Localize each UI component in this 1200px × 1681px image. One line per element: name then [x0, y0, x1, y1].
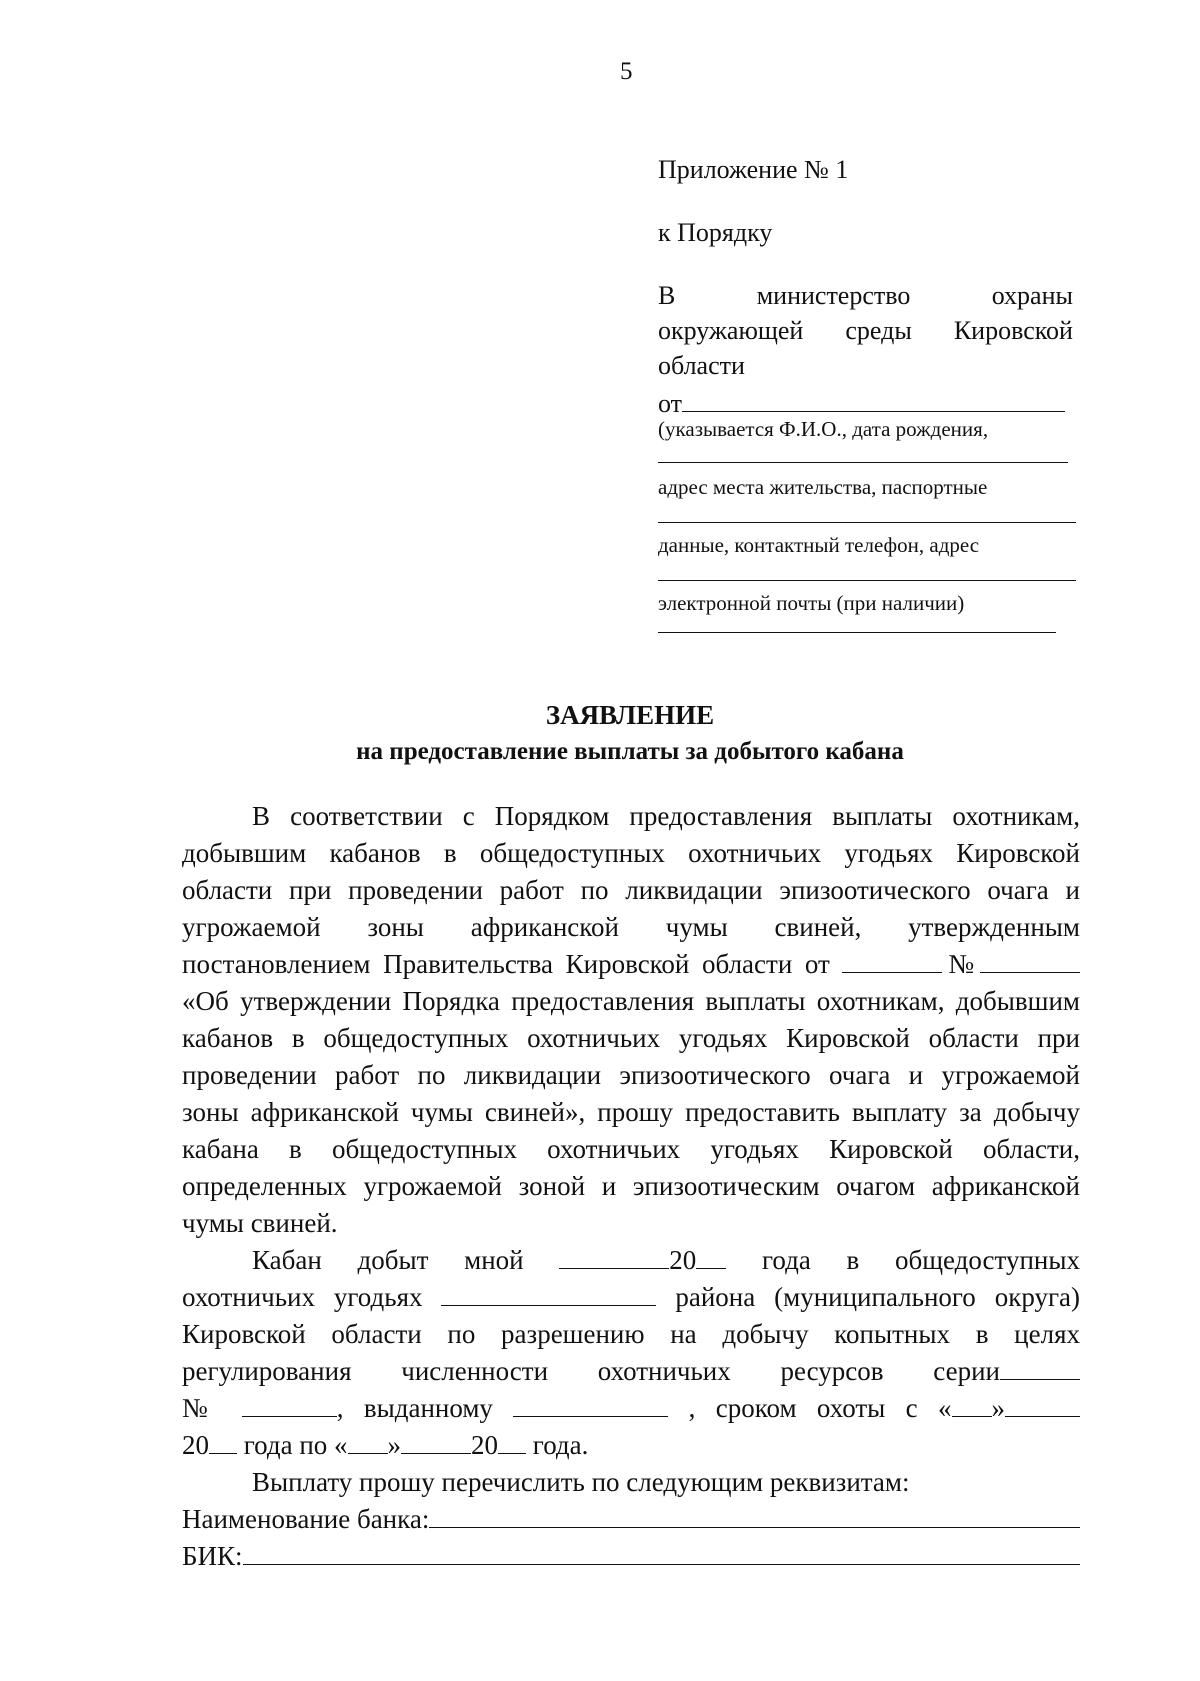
payment-request-line: Выплату прошу перечислить по следующим реквизитам:	[252, 1467, 910, 1497]
decree-line	[182, 946, 1080, 983]
permit-number-blank[interactable]	[242, 1394, 337, 1417]
paragraph-line: зоны африканской чумы свиней», прошу предоставить выплату за добычу	[182, 1097, 1080, 1127]
text: , сроком охоты с «	[688, 1393, 952, 1423]
blank-line[interactable]	[658, 580, 1076, 581]
decree-number-blank[interactable]	[980, 950, 1080, 973]
paragraph-line: области при проведении работ по ликвидации эпизоотического очага и	[182, 875, 1080, 905]
addressee-word: Кировской	[953, 316, 1073, 345]
text: »	[991, 1393, 1006, 1423]
hunt-date-line	[182, 1242, 1080, 1279]
hunting-grounds-blank[interactable]	[441, 1283, 656, 1306]
addressee-block	[658, 278, 1073, 421]
addressee-word: охраны	[991, 281, 1073, 310]
appendix-number: Приложение № 1	[658, 155, 849, 184]
hunt-date-blank[interactable]	[559, 1246, 669, 1269]
document-subtitle: на предоставление выплаты за добытого кабана	[356, 738, 904, 765]
paragraph-line: определенных угрожаемой зоной и эпизоотическим очагом африканской	[182, 1171, 1080, 1201]
text: »	[387, 1430, 402, 1460]
permit-series-line	[182, 1353, 1080, 1390]
permit-number-line	[182, 1390, 1080, 1427]
paragraph-last-line: чумы свиней.	[182, 1208, 338, 1238]
number-sign: №	[942, 949, 981, 979]
issued-by-blank[interactable]	[513, 1394, 668, 1417]
period-end-day-blank[interactable]	[348, 1431, 388, 1454]
hint-line-2: адрес места жительства, паспортные	[658, 475, 988, 499]
text: регулирования численности охотничьих ресурсов серии	[182, 1356, 1000, 1386]
paragraph-line: проведении работ по ликвидации эпизоотического очага и угрожаемой	[182, 1060, 1080, 1090]
addressee-word: В	[658, 281, 676, 310]
text: Кабан добыт мной	[252, 1245, 524, 1275]
hunt-year-blank[interactable]	[696, 1246, 726, 1269]
text: , выданному	[336, 1393, 493, 1423]
paragraph-line: кабана в общедоступных охотничьих угодьях Кировской области,	[182, 1134, 1080, 1164]
permit-series-blank[interactable]	[1000, 1357, 1080, 1380]
bank-name-field[interactable]	[182, 1501, 1080, 1538]
paragraph-line: В соответствии с Порядком предоставления выплаты охотникам,	[252, 801, 1080, 831]
page-number: 5	[620, 58, 633, 85]
document-body	[182, 798, 1080, 1575]
addressee-row-3: области	[658, 351, 745, 380]
document-title: ЗАЯВЛЕНИЕ	[545, 700, 715, 730]
bik-label: БИК:	[182, 1541, 243, 1571]
paragraph-line: угрожаемой зоны африканской чумы свиней, утвержденным	[182, 912, 1080, 942]
paragraph-line: Кировской области по разрешению на добычу копытных в целях	[182, 1319, 1080, 1349]
bik-field[interactable]	[182, 1538, 1080, 1575]
paragraph-line: кабанов в общедоступных охотничьих угодьях Кировской области при	[182, 1023, 1080, 1053]
paragraph-line: добывшим кабанов в общедоступных охотничьих угодьях Кировской	[182, 838, 1080, 868]
hint-line-3: данные, контактный телефон, адрес	[658, 533, 980, 557]
text: 20	[669, 1245, 697, 1275]
addressee-word: министерство	[756, 281, 911, 310]
addressee-row-1	[658, 278, 1073, 313]
period-start-year-blank[interactable]	[209, 1431, 237, 1454]
period-end-year-blank[interactable]	[498, 1431, 526, 1454]
addressee-row-2	[658, 313, 1073, 348]
text: района (муниципального округа)	[675, 1282, 1081, 1312]
addressee-word: среды	[845, 316, 912, 345]
bank-name-label: Наименование банка:	[182, 1504, 430, 1534]
bank-name-blank[interactable]	[429, 1505, 1080, 1528]
from-blank[interactable]	[682, 383, 1065, 412]
text: года.	[532, 1430, 589, 1460]
decree-prefix: постановлением Правительства Кировской области от	[182, 949, 830, 979]
from-label: от	[658, 389, 683, 418]
blank-line[interactable]	[658, 632, 1056, 633]
addressee-word: окружающей	[658, 316, 804, 345]
text: 20	[182, 1430, 209, 1460]
paragraph-line: «Об утверждении Порядка предоставления выплаты охотникам, добывшим	[182, 986, 1080, 1016]
text: охотничьих угодьях	[182, 1282, 423, 1312]
hint-line-4: электронной почты (при наличии)	[658, 591, 965, 615]
period-end-line	[182, 1427, 1080, 1464]
period-start-month-blank[interactable]	[1005, 1394, 1080, 1417]
blank-line[interactable]	[658, 522, 1076, 523]
bik-blank[interactable]	[243, 1542, 1080, 1565]
period-start-day-blank[interactable]	[952, 1394, 992, 1417]
text: года в общедоступных	[762, 1245, 1081, 1275]
text: 20	[471, 1430, 499, 1460]
text: года по «	[243, 1430, 348, 1460]
text: №	[182, 1393, 222, 1423]
hunting-grounds-line	[182, 1279, 1080, 1316]
appendix-reference: к Порядку	[658, 218, 773, 247]
period-end-month-blank[interactable]	[401, 1431, 471, 1454]
decree-date-blank[interactable]	[842, 950, 942, 973]
blank-line[interactable]	[658, 462, 1068, 463]
hint-line-1: (указывается Ф.И.О., дата рождения,	[658, 417, 989, 441]
